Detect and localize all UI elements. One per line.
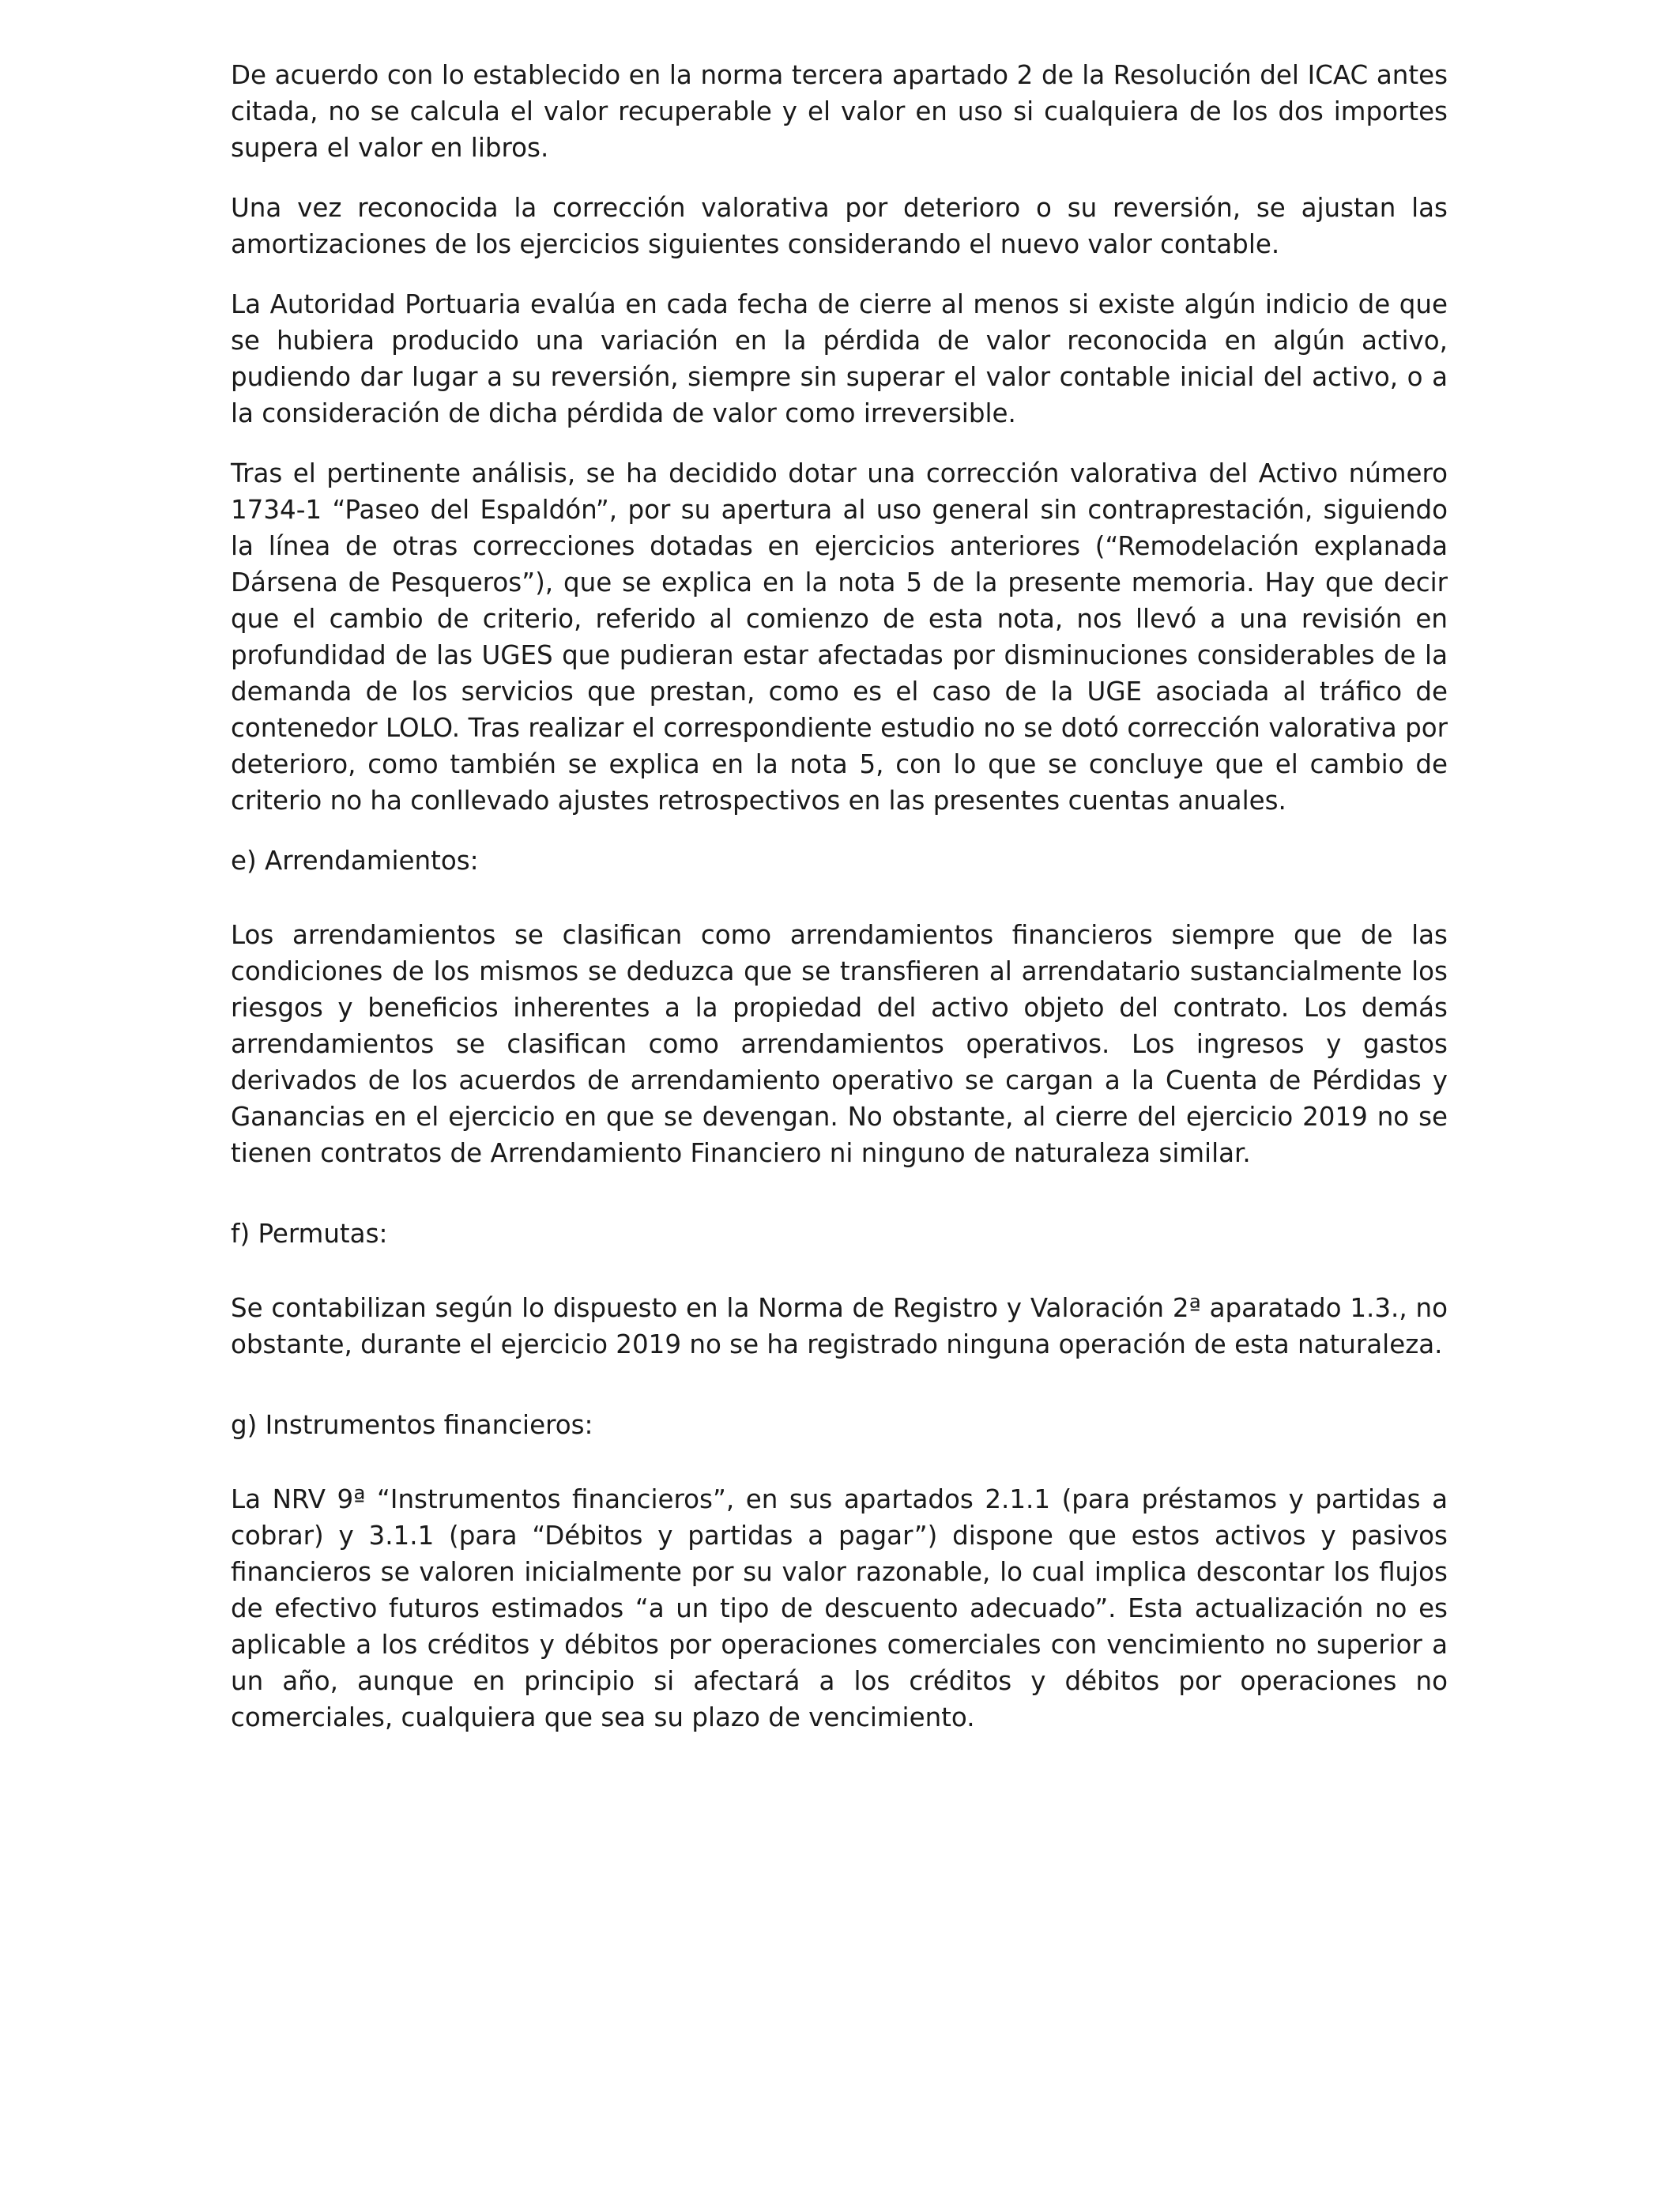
paragraph-analisis-paseo-espaldon: Tras el pertinente análisis, se ha decidido dotar una corrección valorativa del Activo número 1734-1 “Paseo del Espaldón”, por su apertura al uso general sin contraprestación, siguiendo la línea de otras correcciones dotadas en ejercicios anteriores (“Remodelación explanada Dársena de Pesqueros”), que se explica en la nota 5 de la presente memoria. Hay que decir que el cambio de criterio, referido al comienzo de esta nota, nos llevó a una revisión en profundidad de las UGES que pudieran estar afectadas por disminuciones considerables de la demanda de los servicios que prestan, como es el caso de la UGE asociada al tráfico de contenedor LOLO. Tras realizar el correspondiente estudio no se dotó corrección valorativa por deterioro, como también se explica en la nota 5, con lo que se concluye que el cambio de criterio no ha conllevado ajustes retrospectivos en las presentes cuentas anuales. — [231, 458, 1448, 816]
section-heading-instrumentos-financieros: g) Instrumentos financieros: — [231, 1410, 593, 1440]
paragraph-arrendamientos: Los arrendamientos se clasifican como arrendamientos financieros siempre que de las condiciones de los mismos se deduzca que se transfieren al arrendatario sustancialmente los riesgos y beneficios inherentes a la propiedad del activo objeto del contrato. Los demás arrendamientos se clasifican como arrendamientos operativos. Los ingresos y gastos derivados de los acuerdos de arrendamiento operativo se cargan a la Cuenta de Pérdidas y Ganancias en el ejercicio en que se devengan. No obstante, al cierre del ejercicio 2019 no se tienen contratos de Arrendamiento Financiero ni ninguno de naturaleza similar. — [231, 920, 1448, 1168]
paragraph-valor-recuperable: De acuerdo con lo establecido en la norma tercera apartado 2 de la Resolución del ICAC antes citada, no se calcula el valor recuperable y el valor en uso si cualquiera de los dos importes supera el valor en libros. — [231, 60, 1448, 163]
paragraph-evaluacion-cierre: La Autoridad Portuaria evalúa en cada fecha de cierre al menos si existe algún indicio de que se hubiera producido una variación en la pérdida de valor reconocida en algún activo, pudiendo dar lugar a su reversión, siempre sin superar el valor contable inicial del activo, o a la consideración de dicha pérdida de valor como irreversible. — [231, 289, 1448, 428]
paragraph-correccion-valorativa: Una vez reconocida la corrección valorativa por deterioro o su reversión, se ajustan las amortizaciones de los ejercicios siguientes considerando el nuevo valor contable. — [231, 193, 1448, 259]
section-heading-arrendamientos: e) Arrendamientos: — [231, 846, 479, 876]
document-body — [231, 57, 1448, 1759]
paragraph-permutas: Se contabilizan según lo dispuesto en la Norma de Registro y Valoración 2ª aparatado 1.3., no obstante, durante el ejercicio 2019 no se ha registrado ninguna operación de esta naturaleza. — [231, 1293, 1448, 1359]
section-heading-permutas: f) Permutas: — [231, 1219, 388, 1249]
paragraph-instrumentos-financieros: La NRV 9ª “Instrumentos financieros”, en sus apartados 2.1.1 (para préstamos y partidas a cobrar) y 3.1.1 (para “Débitos y partidas a pagar”) dispone que estos activos y pasivos financieros se valoren inicialmente por su valor razonable, lo cual implica descontar los flujos de efectivo futuros estimados “a un tipo de descuento adecuado”. Esta actualización no es aplicable a los créditos y débitos por operaciones comerciales con vencimiento no superior a un año, aunque en principio si afectará a los créditos y débitos por operaciones no comerciales, cualquiera que sea su plazo de vencimiento. — [231, 1484, 1448, 1732]
